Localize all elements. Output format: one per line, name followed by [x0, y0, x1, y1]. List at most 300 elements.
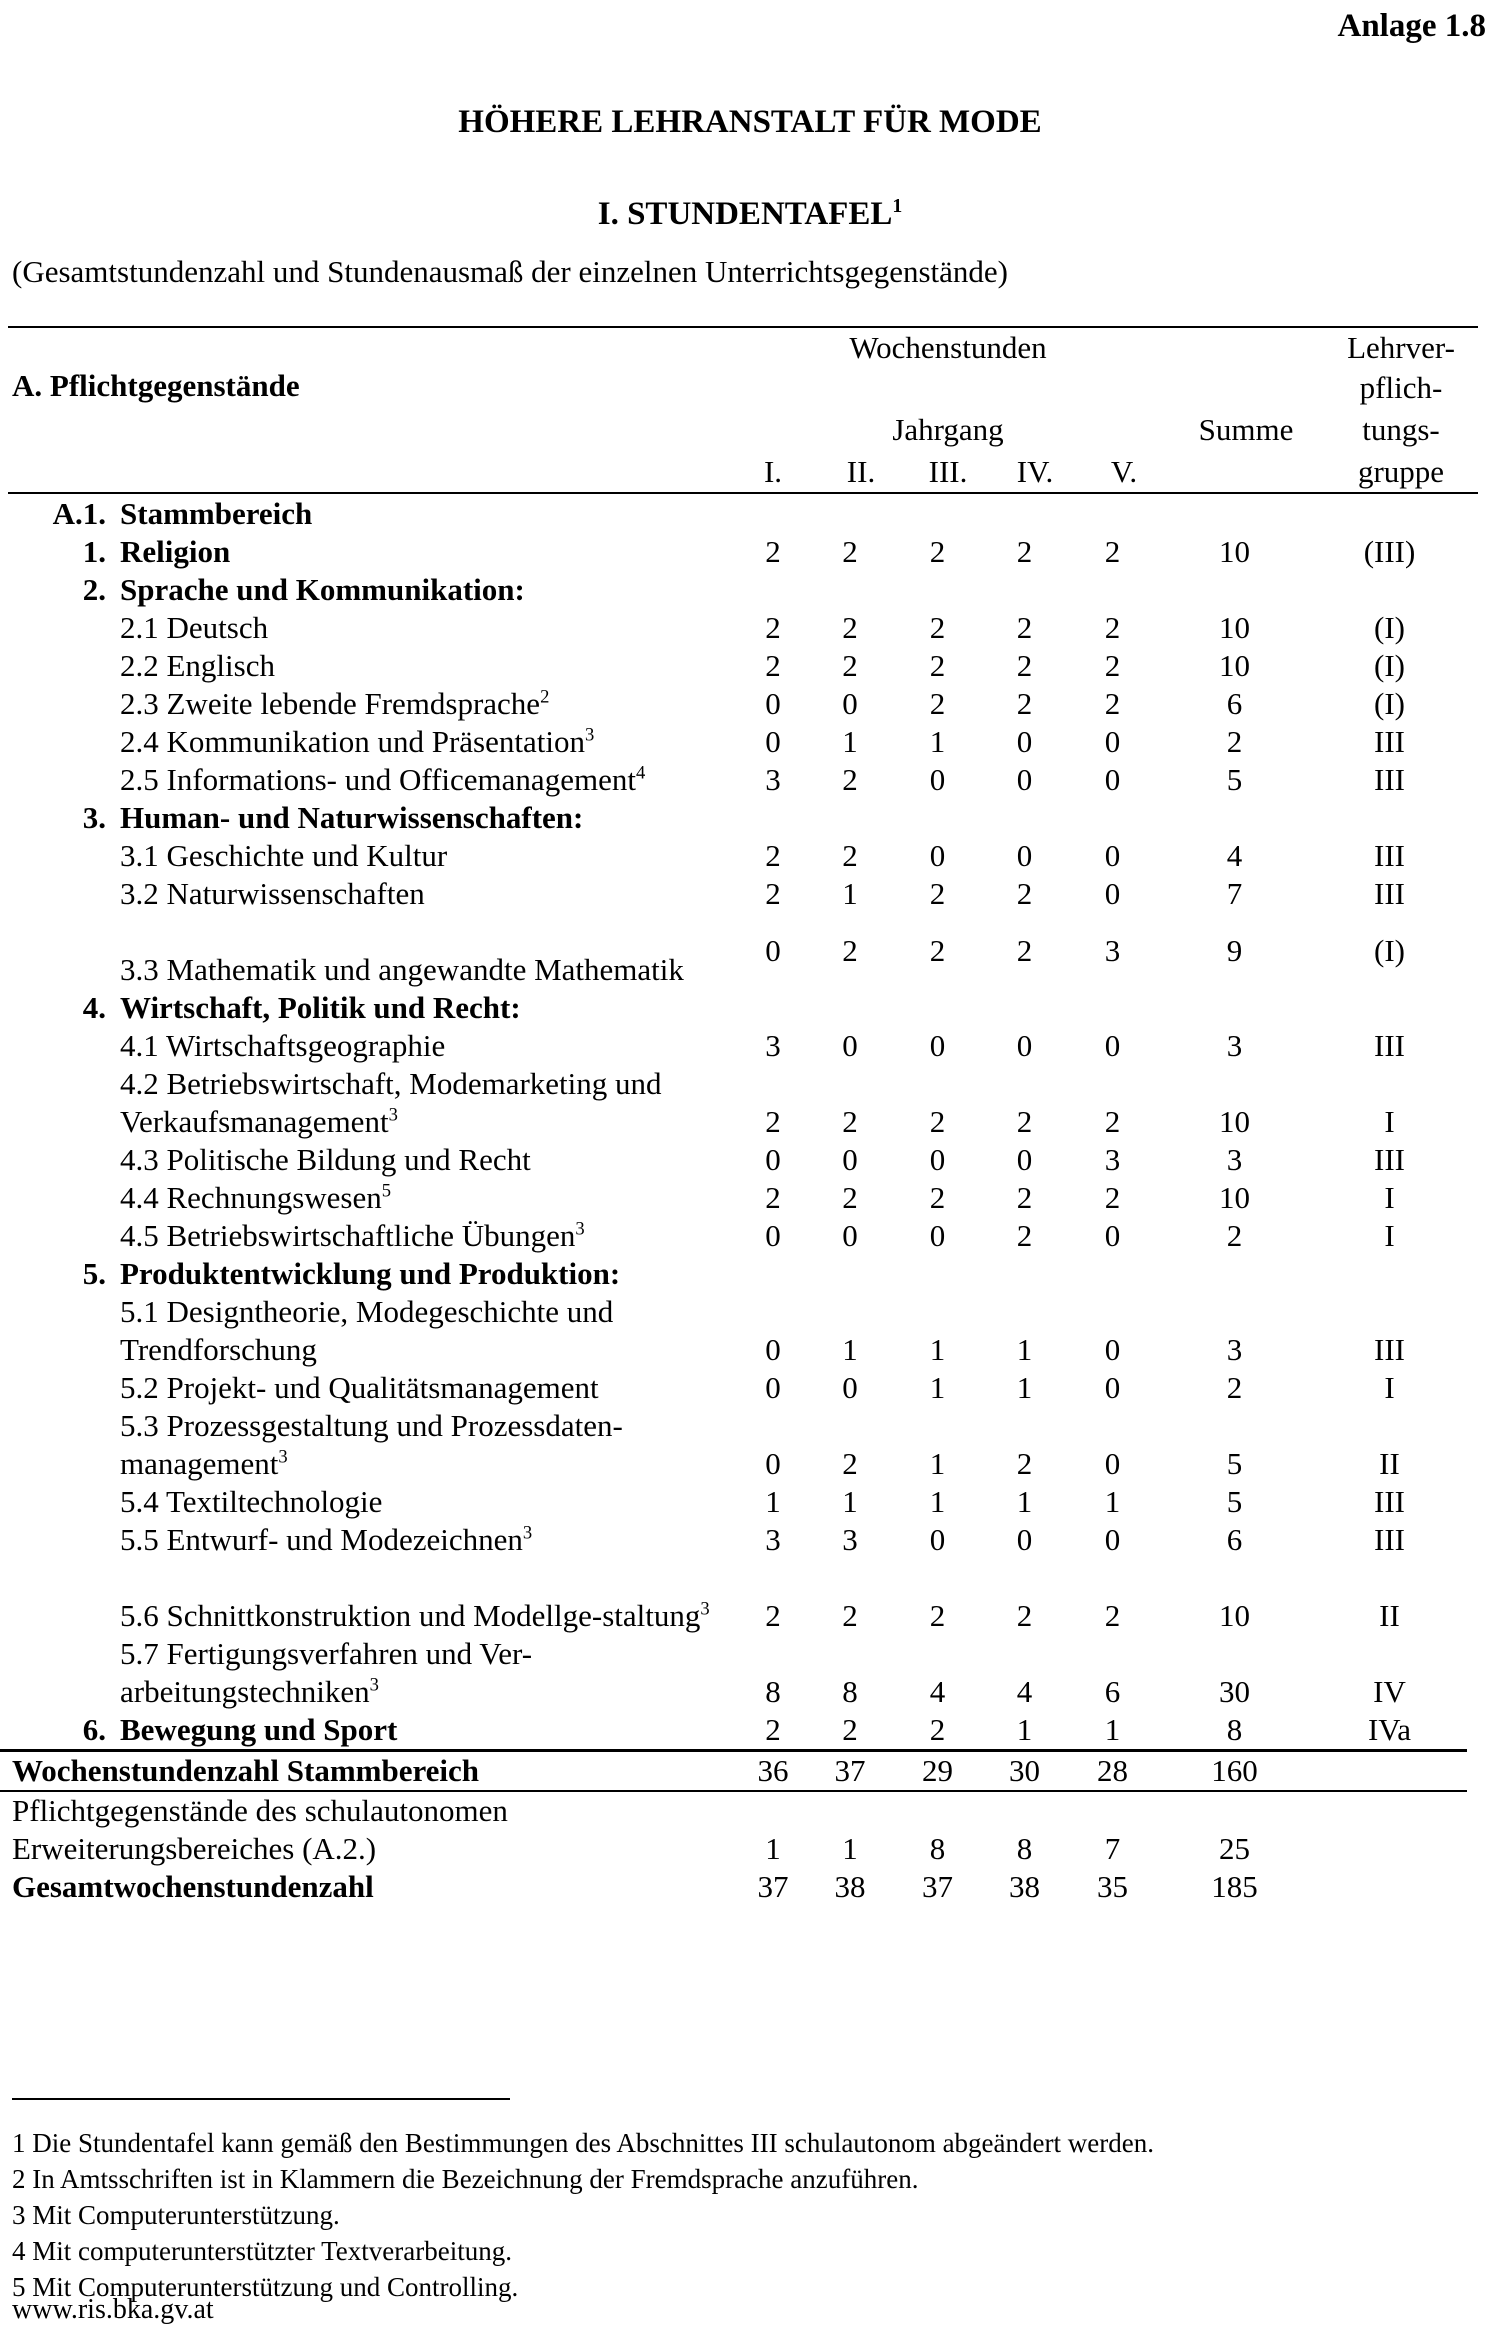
table-row	[0, 533, 1467, 571]
hours-year-3: 1	[929, 1332, 946, 1367]
hours-year-3: 2	[929, 686, 946, 721]
hours-year-3	[894, 1255, 981, 1293]
hours-year-2: 2	[842, 1598, 858, 1633]
row-number: 4.	[82, 990, 106, 1025]
hours-sum: 3	[1226, 1028, 1243, 1063]
subject-name	[120, 1217, 740, 1255]
hours-sum: 2	[1226, 724, 1243, 759]
hours-year-3: 2	[894, 1711, 981, 1751]
hours-year-4: 1	[981, 1711, 1068, 1751]
hours-year-3: 1	[929, 1484, 946, 1519]
hours-year-5: 0	[1104, 1332, 1121, 1367]
hours-year-2: 1	[842, 1484, 858, 1519]
subject-label: 4.1 Wirtschaftsgeographie	[120, 1028, 446, 1063]
hours-year-4	[981, 799, 1068, 837]
grade-heading: Jahrgang	[892, 412, 1004, 447]
subject-table-body	[0, 495, 1467, 1906]
subject-label: 2.3 Zweite lebende Fremdsprache	[120, 686, 541, 721]
hours-year-2: 0	[842, 1142, 858, 1177]
subject-label: 3.2 Naturwissenschaften	[120, 876, 425, 911]
header-bottom-rule	[8, 492, 1478, 494]
subject-label: 5.6 Schnittkonstruktion und Modellge-staltung	[120, 1598, 701, 1633]
total-year-2: 37	[806, 1751, 894, 1792]
teacher-group-heading-3: tungs-	[1362, 412, 1440, 447]
hours-year-1: 0	[765, 1446, 781, 1481]
table-top-rule	[8, 326, 1478, 328]
footnote-ref: 3	[700, 1598, 710, 1620]
hours-year-5	[1068, 1255, 1157, 1293]
subject-label: 4.5 Betriebswirtschaftliche Übungen	[120, 1218, 576, 1253]
table-row	[0, 723, 1467, 761]
hours-year-2	[806, 989, 894, 1027]
hours-year-4: 2	[1016, 1218, 1033, 1253]
hours-year-5: 0	[1104, 762, 1121, 797]
subject-name	[120, 533, 740, 571]
hours-year-3: 0	[929, 1218, 946, 1253]
hours-year-4: 2	[1016, 1104, 1033, 1139]
table-row	[0, 495, 1467, 533]
hours-year-5: 0	[1104, 1446, 1121, 1481]
subject-label: 2.5 Informations- und Officemanagement	[120, 762, 636, 797]
subject-name	[120, 989, 740, 1027]
teacher-group: III	[1374, 1028, 1405, 1063]
row-number	[0, 1217, 120, 1255]
subject-label: 4.3 Politische Bildung und Recht	[120, 1142, 531, 1177]
hours-year-3: 2	[929, 534, 946, 569]
footnote: 4 Mit computerunterstützter Textverarbeitung.	[12, 2236, 512, 2266]
total-row	[0, 1791, 1467, 1868]
subject-label: 4.4 Rechnungswesen	[120, 1180, 382, 1215]
hours-year-1	[740, 1255, 806, 1293]
teacher-group: III	[1374, 724, 1405, 759]
hours-sum: 3	[1226, 1142, 1243, 1177]
teacher-group-heading-2: pflich-	[1359, 370, 1443, 405]
teacher-group: I	[1384, 1104, 1395, 1139]
hours-year-3: 2	[929, 648, 946, 683]
hours-year-1: 2	[765, 1104, 781, 1139]
subject-name	[120, 837, 740, 875]
teacher-group	[1312, 495, 1467, 533]
hours-sum	[1157, 571, 1312, 609]
total-group-empty	[1312, 1751, 1467, 1792]
hours-year-4: 1	[1016, 1484, 1033, 1519]
row-number	[0, 1407, 120, 1483]
footnote-ref: 3	[584, 724, 595, 746]
hours-year-4	[981, 495, 1068, 533]
row-number	[0, 913, 120, 989]
hours-year-2: 8	[842, 1674, 858, 1709]
hours-year-1: 2	[765, 1598, 781, 1633]
teacher-group: III	[1374, 762, 1405, 797]
hours-sum: 6	[1226, 686, 1243, 721]
teacher-group	[1312, 1255, 1467, 1293]
subject-name	[120, 875, 740, 913]
hours-year-2	[806, 571, 894, 609]
row-number	[0, 1483, 120, 1521]
footnote: 1 Die Stundentafel kann gemäß den Bestimmungen des Abschnittes III schulautonom abgeändert werden.	[12, 2128, 1154, 2158]
hours-year-5: 1	[1104, 1484, 1121, 1519]
total-year-1: 37	[757, 1869, 789, 1904]
hours-year-5: 2	[1104, 534, 1121, 569]
subject-name	[120, 1141, 740, 1179]
subject-name	[120, 1407, 740, 1483]
subject-name	[120, 495, 740, 533]
hours-year-4: 0	[1016, 1142, 1033, 1177]
table-row	[0, 1521, 1467, 1559]
teacher-group	[1312, 571, 1467, 609]
teacher-group: III	[1374, 1142, 1405, 1177]
footnote: 3 Mit Computerunterstützung.	[12, 2200, 340, 2230]
footnote-ref: 1	[892, 195, 903, 217]
hours-year-2: 2	[842, 1446, 858, 1481]
hours-year-3: 1	[929, 1446, 946, 1481]
teacher-group: I	[1384, 1218, 1395, 1253]
table-row	[0, 1407, 1467, 1483]
hours-year-5: 0	[1104, 1522, 1121, 1557]
hours-year-3: 1	[929, 1370, 946, 1405]
subject-name	[120, 913, 740, 989]
hours-year-4: 0	[1016, 724, 1033, 759]
hours-year-1: 3	[765, 762, 781, 797]
year-heading-2: II.	[846, 454, 876, 489]
subject-label: 2.4 Kommunikation und Präsentation	[120, 724, 585, 759]
total-year-4: 38	[1009, 1869, 1040, 1904]
hours-year-2: 2	[842, 838, 858, 873]
total-sum: 160	[1157, 1751, 1312, 1792]
hours-year-1: 2	[765, 1180, 781, 1215]
subject-label: Wirtschaft, Politik und Recht:	[120, 990, 521, 1025]
subject-label: Religion	[120, 534, 231, 569]
table-description: (Gesamtstundenzahl und Stundenausmaß der einzelnen Unterrichtsgegenstände)	[12, 254, 1008, 289]
subject-name	[120, 609, 740, 647]
section-title-text: I. STUNDENTAFEL	[597, 196, 893, 232]
hours-year-3: 2	[929, 1180, 946, 1215]
hours-sum: 2	[1226, 1218, 1243, 1253]
total-label: Wochenstundenzahl Stammbereich	[0, 1751, 740, 1792]
hours-year-5	[1068, 989, 1157, 1027]
row-number	[0, 723, 120, 761]
hours-year-2: 2	[842, 1180, 858, 1215]
hours-year-5	[1068, 571, 1157, 609]
table-row	[0, 1711, 1467, 1751]
hours-year-4	[981, 989, 1068, 1027]
hours-year-1: 8	[765, 1674, 781, 1709]
table-row	[0, 1217, 1467, 1255]
subject-name	[120, 1635, 740, 1711]
hours-year-3: 0	[929, 1522, 946, 1557]
total-group-empty	[1312, 1868, 1467, 1906]
hours-year-4: 0	[1016, 1522, 1033, 1557]
teacher-group: II	[1379, 1598, 1400, 1633]
hours-year-5: 2	[1104, 648, 1121, 683]
hours-year-3: 2	[929, 1104, 946, 1139]
row-number	[0, 837, 120, 875]
hours-year-1	[740, 799, 806, 837]
table-row	[0, 989, 1467, 1027]
row-number	[0, 1027, 120, 1065]
hours-year-1	[740, 495, 806, 533]
row-number: 2.	[82, 572, 106, 607]
table-row	[0, 1027, 1467, 1065]
footnote-ref: 3	[278, 1446, 288, 1468]
hours-year-3: 2	[929, 876, 946, 911]
subject-label: 2.2 Englisch	[120, 648, 275, 683]
hours-year-5: 2	[1104, 610, 1121, 645]
hours-year-3: 0	[929, 838, 946, 873]
hours-year-1: 2	[765, 534, 781, 569]
subject-name	[120, 1293, 740, 1369]
footnote-ref: 5	[381, 1180, 392, 1202]
subject-table	[0, 495, 1467, 1906]
hours-year-1	[740, 571, 806, 609]
section-title	[0, 196, 1500, 233]
hours-year-2: 2	[842, 534, 858, 569]
hours-sum: 6	[1226, 1522, 1243, 1557]
year-heading-1: I.	[763, 454, 783, 489]
subject-name	[120, 1711, 740, 1751]
row-number: 6.	[0, 1711, 120, 1751]
total-sum: 25	[1219, 1831, 1250, 1866]
hours-year-2: 0	[842, 1218, 858, 1253]
row-number	[0, 647, 120, 685]
subject-label: 3.1 Geschichte und Kultur	[120, 838, 448, 873]
hours-year-5: 0	[1104, 838, 1121, 873]
hours-year-2: 2	[842, 762, 858, 797]
hours-year-3: 4	[929, 1674, 946, 1709]
subject-label: Bewegung und Sport	[120, 1712, 398, 1747]
footnote-ref: 3	[369, 1674, 379, 1696]
row-number	[0, 1179, 120, 1217]
subject-label: 3.3 Mathematik und angewandte Mathematik	[120, 952, 684, 987]
hours-year-3: 2	[929, 1598, 946, 1633]
subject-name	[120, 685, 740, 723]
footnote-ref: 3	[388, 1104, 398, 1126]
hours-sum: 2	[1226, 1370, 1243, 1405]
hours-sum	[1157, 989, 1312, 1027]
table-row	[0, 1369, 1467, 1407]
hours-year-5: 2	[1104, 1104, 1121, 1139]
subject-label: 5.4 Textiltechnologie	[120, 1484, 383, 1519]
teacher-group: IVa	[1312, 1711, 1467, 1751]
hours-year-1: 0	[765, 1370, 781, 1405]
year-heading-3: III.	[928, 454, 968, 489]
hours-year-4: 1	[1016, 1370, 1033, 1405]
weekly-hours-heading: Wochenstunden	[849, 330, 1047, 365]
total-year-4: 30	[981, 1751, 1068, 1792]
section-heading: A. Pflichtgegenstände	[12, 368, 300, 403]
row-number	[0, 1141, 120, 1179]
hours-year-2	[806, 1255, 894, 1293]
table-row	[0, 1141, 1467, 1179]
hours-sum: 5	[1226, 1484, 1243, 1519]
subject-label: Human- und Naturwissenschaften:	[120, 800, 584, 835]
row-number: 1.	[82, 534, 106, 569]
table-row	[0, 1293, 1467, 1369]
total-year-5: 7	[1104, 1831, 1121, 1866]
hours-year-2	[806, 799, 894, 837]
row-number	[0, 1635, 120, 1711]
table-row	[0, 875, 1467, 913]
total-year-1: 36	[740, 1751, 806, 1792]
row-number: 5.	[82, 1256, 106, 1291]
subject-name	[120, 1369, 740, 1407]
hours-sum: 5	[1226, 1446, 1243, 1481]
total-year-3: 29	[894, 1751, 981, 1792]
hours-year-3: 0	[929, 762, 946, 797]
table-row	[0, 571, 1467, 609]
footnote-ref: 4	[635, 762, 646, 784]
total-year-5: 35	[1097, 1869, 1128, 1904]
hours-year-5: 2	[1104, 1180, 1121, 1215]
hours-year-3: 1	[929, 724, 946, 759]
hours-year-2: 2	[842, 1104, 858, 1139]
hours-year-4	[981, 1255, 1068, 1293]
sum-heading: Summe	[1198, 412, 1294, 447]
teacher-group: (I)	[1374, 648, 1405, 683]
table-row	[0, 761, 1467, 799]
hours-year-3: 0	[929, 1142, 946, 1177]
total-label: Gesamtwochenstundenzahl	[12, 1869, 374, 1904]
table-row	[0, 1065, 1467, 1141]
table-row	[0, 647, 1467, 685]
hours-year-4: 2	[1016, 648, 1033, 683]
hours-sum: 9	[1226, 933, 1243, 968]
total-label: Pflichtgegenstände des schulautonomen Erweiterungsbereiches (A.2.)	[12, 1793, 508, 1866]
row-number	[0, 685, 120, 723]
hours-sum: 7	[1226, 876, 1243, 911]
hours-year-5: 3	[1104, 1142, 1121, 1177]
table-row	[0, 1483, 1467, 1521]
page-title: HÖHERE LEHRANSTALT FÜR MODE	[458, 104, 1042, 140]
hours-year-2: 1	[842, 724, 858, 759]
hours-year-3	[894, 495, 981, 533]
hours-year-2: 0	[842, 686, 858, 721]
subject-name	[120, 799, 740, 837]
teacher-group: (III)	[1363, 534, 1416, 569]
hours-year-2: 0	[842, 1370, 858, 1405]
teacher-group: III	[1374, 1522, 1405, 1557]
hours-sum: 10	[1219, 534, 1250, 569]
total-year-3: 8	[929, 1831, 946, 1866]
total-year-1: 1	[765, 1831, 781, 1866]
hours-year-2: 1	[842, 876, 858, 911]
table-row	[0, 1635, 1467, 1711]
subject-name	[120, 1179, 740, 1217]
row-number: A.1.	[52, 496, 106, 531]
total-year-5: 28	[1068, 1751, 1157, 1792]
subject-label: Sprache und Kommunikation:	[120, 572, 525, 607]
teacher-group-heading-4: gruppe	[1357, 454, 1445, 489]
total-sum: 185	[1211, 1869, 1258, 1904]
hours-year-5: 0	[1104, 876, 1121, 911]
hours-year-5: 6	[1104, 1674, 1121, 1709]
footnote-ref: 3	[522, 1522, 533, 1544]
hours-year-2: 2	[842, 648, 858, 683]
subject-label: Stammbereich	[120, 496, 313, 531]
hours-year-3: 2	[929, 610, 946, 645]
hours-year-1: 2	[765, 648, 781, 683]
hours-year-5	[1068, 495, 1157, 533]
table-row	[0, 685, 1467, 723]
hours-year-3	[894, 799, 981, 837]
hours-year-4: 2	[1016, 876, 1033, 911]
hours-year-4: 2	[1016, 534, 1033, 569]
teacher-group: III	[1374, 876, 1405, 911]
subject-name	[120, 1559, 740, 1635]
row-number	[0, 875, 120, 913]
hours-sum: 10	[1219, 648, 1250, 683]
teacher-group: (I)	[1374, 686, 1405, 721]
hours-year-4: 2	[1016, 686, 1033, 721]
footnote-ref: 2	[540, 686, 550, 708]
source-url: www.ris.bka.gv.at	[12, 2294, 214, 2325]
table-row	[0, 609, 1467, 647]
hours-year-2	[806, 495, 894, 533]
row-number	[0, 761, 120, 799]
subject-label: 5.2 Projekt- und Qualitätsmanagement	[120, 1370, 599, 1405]
hours-year-2: 2	[842, 933, 858, 968]
subject-name	[120, 1483, 740, 1521]
table-row	[0, 1179, 1467, 1217]
hours-year-1: 2	[765, 610, 781, 645]
year-heading-4: IV.	[1016, 454, 1054, 489]
hours-year-3: 2	[929, 933, 946, 968]
hours-sum	[1157, 1255, 1312, 1293]
table-row	[0, 799, 1467, 837]
subject-label: 5.7 Fertigungsverfahren und Ver-arbeitungstechniken	[120, 1636, 533, 1709]
hours-year-3	[894, 989, 981, 1027]
footnote: 2 In Amtsschriften ist in Klammern die Bezeichnung der Fremdsprache anzuführen.	[12, 2164, 919, 2194]
subject-name	[120, 647, 740, 685]
teacher-group: III	[1374, 1484, 1405, 1519]
teacher-group: I	[1384, 1370, 1395, 1405]
hours-year-4: 1	[1016, 1332, 1033, 1367]
footnote-ref: 3	[575, 1218, 585, 1240]
table-row	[0, 1255, 1467, 1293]
teacher-group: III	[1374, 1332, 1405, 1367]
hours-year-5: 0	[1104, 724, 1121, 759]
table-row	[0, 1559, 1467, 1635]
hours-year-5: 2	[1104, 686, 1121, 721]
row-number	[0, 1521, 120, 1559]
hours-year-1: 0	[765, 724, 781, 759]
annex-number: Anlage 1.8	[1337, 8, 1486, 44]
teacher-group: I	[1384, 1180, 1395, 1215]
hours-sum: 10	[1219, 1104, 1250, 1139]
teacher-group: II	[1379, 1446, 1400, 1481]
subject-name	[120, 1027, 740, 1065]
hours-sum: 4	[1226, 838, 1243, 873]
teacher-group: (I)	[1374, 610, 1405, 645]
hours-year-1: 0	[765, 686, 781, 721]
hours-sum: 10	[1219, 1598, 1250, 1633]
hours-year-4: 0	[1016, 838, 1033, 873]
row-number	[0, 609, 120, 647]
subject-name	[120, 723, 740, 761]
subject-label: 5.5 Entwurf- und Modezeichnen	[120, 1522, 523, 1557]
hours-year-5: 0	[1104, 1028, 1121, 1063]
hours-year-4: 4	[1016, 1674, 1033, 1709]
hours-year-1: 1	[765, 1484, 781, 1519]
row-number: 3.	[82, 800, 106, 835]
hours-year-4: 2	[1016, 1180, 1033, 1215]
teacher-group	[1312, 989, 1467, 1027]
footnote-separator	[12, 2098, 510, 2100]
hours-year-3	[894, 571, 981, 609]
hours-year-2: 2	[806, 1711, 894, 1751]
hours-year-5: 0	[1104, 1218, 1121, 1253]
row-number	[0, 1065, 120, 1141]
